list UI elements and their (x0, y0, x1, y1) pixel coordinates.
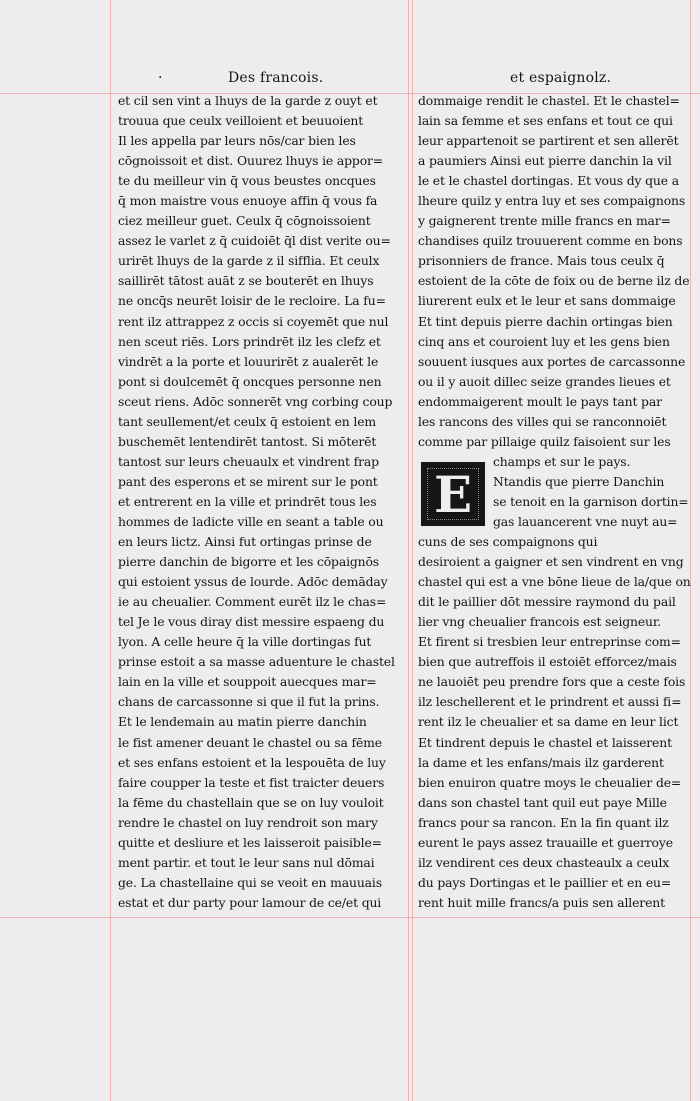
text-line: trouua que ceulx veilloient et beuuoient (118, 113, 364, 129)
text-line: chandises quilz trouuerent comme en bons (418, 233, 683, 249)
text-line: te du meilleur vin q̄ vous beustes oncques (118, 173, 376, 189)
text-line: endommaigerent moult le pays tant par (418, 393, 662, 409)
text-line: prisonniers de france. Mais tous ceulx q̄ (418, 253, 665, 269)
text-line: buschemēt lentendirēt tantost. Si mōterēt (118, 433, 377, 449)
margin-rule (0, 917, 700, 918)
text-line: en leurs lictz. Ainsi fut ortingas prinse de (118, 534, 372, 550)
text-line: le fist amener deuant le chastel ou sa fēme (118, 734, 382, 750)
text-line: saillirēt tātost auāt z se bouterēt en lhuys (118, 273, 374, 289)
text-line: Et le lendemain au matin pierre danchin (118, 714, 367, 730)
running-head-right: et espaignolz. (510, 70, 612, 86)
text-line: souuent iusques aux portes de carcassonne (418, 353, 686, 369)
text-line: faire coupper la teste et fist traicter deuers (118, 774, 385, 790)
text-line: rent huit mille francs/a puis sen allerent (418, 894, 665, 910)
text-line: nen sceut riēs. Lors prindrēt ilz les clefz et (118, 333, 381, 349)
text-line: tant seullement/et ceulx q̄ estoient en lem (118, 413, 376, 429)
text-line: ie au cheualier. Comment eurēt ilz le chas= (118, 594, 387, 610)
text-line: bien que autreffois il estoiēt efforcez/mais (418, 654, 677, 670)
text-line: ne lauoiēt peu prendre fors que a ceste fois (418, 674, 686, 690)
text-line: Il les appella par leurs nōs/car bien les (118, 133, 356, 149)
text-line: rent ilz le cheualier et sa dame en leur lict (418, 714, 679, 730)
text-line: sceut riens. Adōc sonnerēt vng corbing coup (118, 393, 393, 409)
text-line: prinse estoit a sa masse aduenture le chastel (118, 654, 395, 670)
text-line: gas lauancerent vne nuyt au= (493, 513, 678, 529)
text-line: le et le chastel dortingas. Et vous dy que a (418, 173, 679, 189)
margin-rule (412, 0, 413, 1101)
text-line: a paumiers Ainsi eut pierre danchin la vil (418, 153, 672, 169)
text-line: urirēt lhuys de la garde z il sifflia. Et ceulx (118, 253, 380, 269)
text-line: la fēme du chastellain que se on luy vouloit (118, 794, 384, 810)
text-line: y gaignerent trente mille francs en mar= (418, 213, 671, 229)
text-line: assez le varlet z q̄ cuidoiēt q̄l dist verite ou= (118, 233, 391, 249)
text-line: tel Je le vous diray dist messire espaeng du (118, 614, 385, 630)
text-line: quitte et desliure et les laisseroit paisible= (118, 834, 382, 850)
text-line: Et firent si tresbien leur entreprinse com= (418, 634, 681, 650)
text-line: lyon. A celle heure q̄ la ville dortingas fut (118, 634, 372, 650)
text-line: cuns de ses compaignons qui (418, 534, 598, 550)
text-line: vindrēt a la porte et louurirēt z aualerēt le (118, 353, 379, 369)
text-line: q̄ mon maistre vous enuoye affin q̄ vous fa (118, 193, 378, 209)
text-line: pierre danchin de bigorre et les cōpaignōs (118, 554, 380, 570)
text-line: cinq ans et couroient luy et les gens bien (418, 333, 670, 349)
text-line: ilz leschellerent et le prindrent et aussi fi= (418, 694, 682, 710)
text-line: les rancons des villes qui se ranconnoiēt (418, 413, 667, 429)
decorated-initial-letter: E (421, 462, 485, 526)
text-line: estat et dur party pour lamour de ce/et qui (118, 894, 382, 910)
text-line: cōgnoissoit et dist. Ouurez lhuys ie appor= (118, 153, 384, 169)
text-line: dommaige rendit le chastel. Et le chastel= (418, 93, 680, 108)
text-line: et ses enfans estoient et la lespouēta de luy (118, 754, 386, 770)
text-line: bien enuiron quatre moys le cheualier de= (418, 774, 682, 790)
left-column (118, 91, 400, 913)
text-line: et cil sen vint a lhuys de la garde z ouyt et (118, 93, 378, 108)
text-line: lheure quilz y entra luy et ses compaignons (418, 193, 686, 209)
text-line: et entrerent en la ville et prindrēt tous les (118, 493, 377, 509)
text-line: lier vng cheualier francois est seigneur. (418, 614, 662, 630)
text-line: ment partir. et tout le leur sans nul dōmai (118, 854, 375, 870)
text-line: rendre le chastel on luy rendroit son mary (118, 814, 378, 830)
text-line: Ntandis que pierre Danchin (493, 473, 665, 489)
text-line: hommes de ladicte ville en seant a table ou (118, 513, 384, 529)
right-column (418, 91, 700, 913)
text-line: ou il y auoit dillec seize grandes lieues et (418, 373, 671, 389)
text-line: champs et sur le pays. (493, 453, 631, 469)
text-line: chastel qui est a vne bōne lieue de la/que on (418, 574, 691, 590)
text-line: ilz vendirent ces deux chasteaulx a ceulx (418, 854, 670, 870)
header-marker: · (158, 70, 163, 86)
text-line: francs pour sa rancon. En la fin quant ilz (418, 814, 669, 830)
text-line: pont si doulcemēt q̄ oncques personne nen (118, 373, 382, 389)
margin-rule (408, 0, 409, 1101)
text-line: ge. La chastellaine qui se veoit en mauuais (118, 874, 382, 890)
text-line: ne oncq̄s neurēt loisir de le recloire. La fu= (118, 293, 386, 309)
text-line: lain sa femme et ses enfans et tout ce qui (418, 113, 673, 129)
text-line: dit le paillier dōt messire raymond du pail (418, 594, 676, 610)
text-line: rent ilz attrappez z occis si coyemēt que nul (118, 313, 389, 329)
margin-rule (110, 0, 111, 1101)
text-line: lain en la ville et souppoit auecques mar= (118, 674, 377, 690)
text-line: pant des esperons et se mirent sur le pont (118, 473, 378, 489)
running-head-left: Des francois. (228, 70, 324, 86)
text-line: desiroient a gaigner et sen vindrent en vng (418, 554, 684, 570)
text-line: du pays Dortingas et le paillier et en eu= (418, 874, 672, 890)
text-line: Et tint depuis pierre dachin ortingas bien (418, 313, 673, 329)
text-line: leur appartenoit se partirent et sen allerēt (418, 133, 679, 149)
text-line: chans de carcassonne si que il fut la prins. (118, 694, 380, 710)
text-line: comme par pillaige quilz faisoient sur les (418, 433, 671, 449)
text-line: estoient de la cōte de foix ou de berne ilz de (418, 273, 690, 289)
text-line: tantost sur leurs cheuaulx et vindrent frap (118, 453, 379, 469)
text-line: la dame et les enfans/mais ilz garderent (418, 754, 664, 770)
text-line: dans son chastel tant quil eut paye Mille (418, 794, 667, 810)
text-line: Et tindrent depuis le chastel et laisserent (418, 734, 672, 750)
text-line: qui estoient yssus de lourde. Adōc demāday (118, 574, 388, 590)
text-line: eurent le pays assez trauaille et guerroye (418, 834, 673, 850)
text-line: liurerent eulx et le leur et sans dommaige (418, 293, 676, 309)
text-line: ciez meilleur guet. Ceulx q̄ cōgnoissoient (118, 213, 371, 229)
text-line: se tenoit en la garnison dortin= (493, 493, 689, 509)
